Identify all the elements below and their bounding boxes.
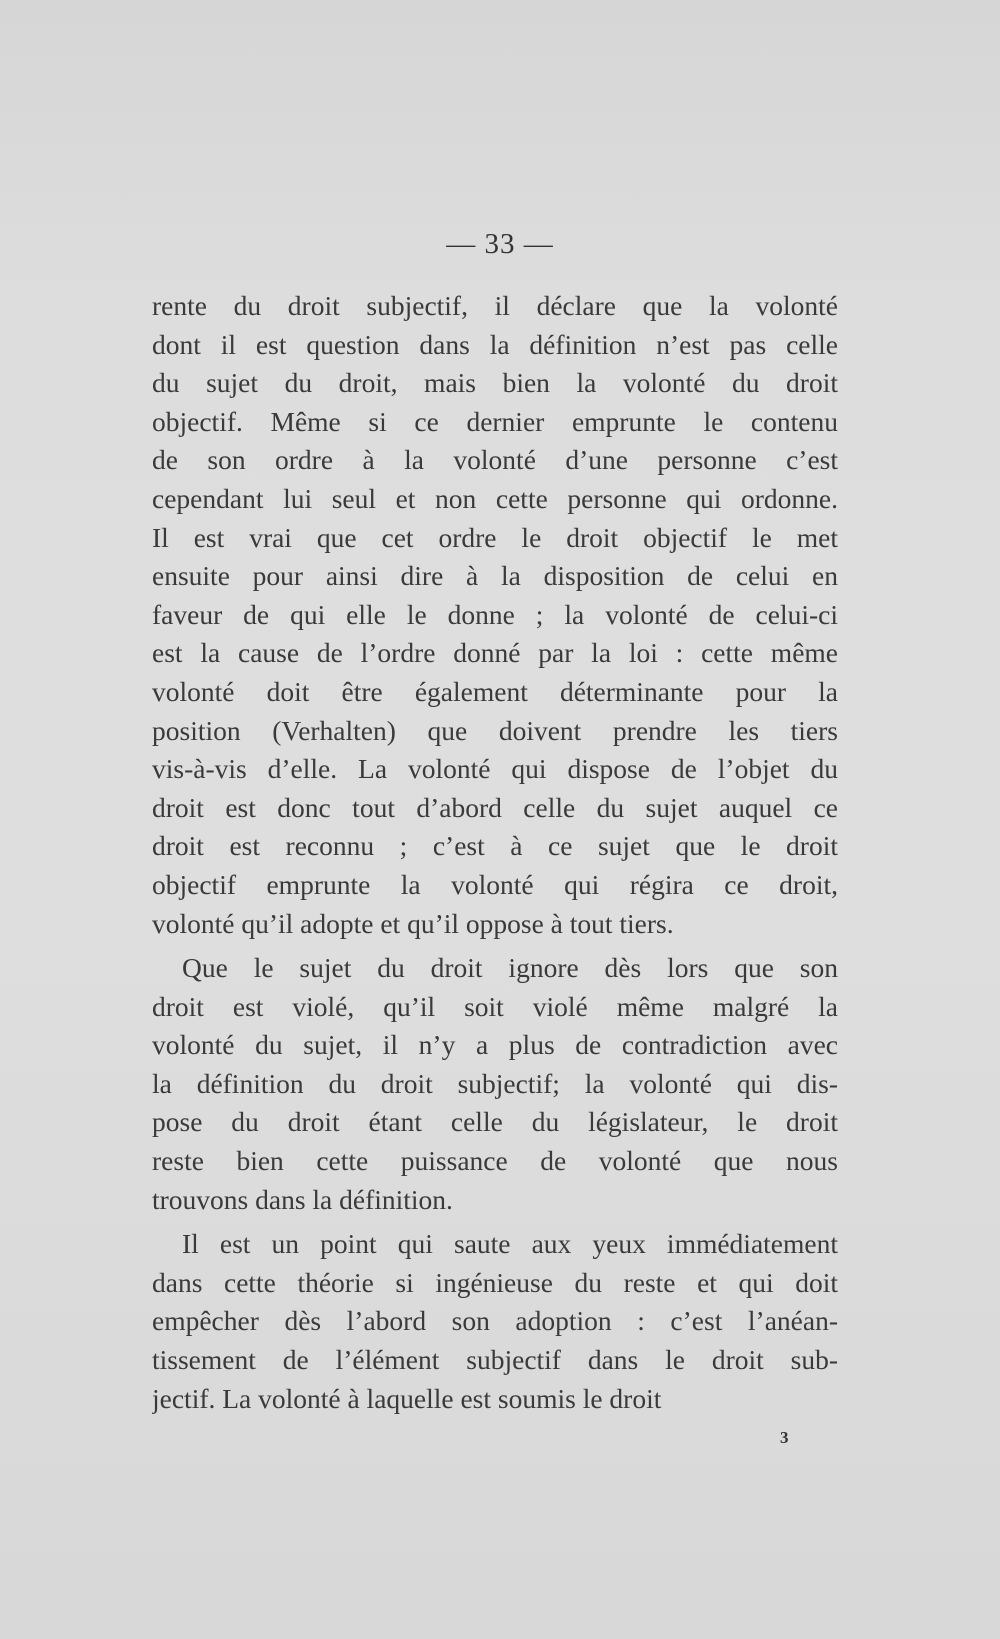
text-line: la définition du droit subjectif; la volonté qui dis-: [152, 1067, 838, 1099]
page-number: — 33 —: [446, 228, 554, 260]
text-line: droit est donc tout d’abord celle du sujet auquel ce: [152, 791, 838, 823]
paragraph: [152, 1225, 838, 1418]
text-line: Que le sujet du droit ignore dès lors que son: [182, 952, 838, 984]
text-line: de son ordre à la volonté d’une personne c’est: [152, 444, 838, 476]
text-line: objectif. Même si ce dernier emprunte le contenu: [152, 405, 838, 437]
body-text: [152, 287, 838, 1418]
text-line: dans cette théorie si ingénieuse du reste et qui doit: [152, 1266, 838, 1298]
signature-mark: 3: [780, 1428, 789, 1447]
text-line: pose du droit étant celle du législateur, le droit: [152, 1106, 838, 1138]
text-line: Il est un point qui saute aux yeux immédiatement: [182, 1228, 838, 1260]
text-line: reste bien cette puissance de volonté que nous: [152, 1145, 838, 1177]
text-line: empêcher dès l’abord son adoption : c’est l’anéan-: [152, 1305, 838, 1337]
text-line: faveur de qui elle le donne ; la volonté de celui-ci: [152, 598, 838, 630]
text-line: ensuite pour ainsi dire à la disposition de celui en: [152, 560, 838, 592]
text-line: objectif emprunte la volonté qui régira ce droit,: [152, 868, 838, 900]
text-line: volonté du sujet, il n’y a plus de contradiction avec: [152, 1029, 838, 1061]
text-line: vis-à-vis d’elle. La volonté qui dispose de l’objet du: [152, 753, 838, 785]
text-line: volonté qu’il adopte et qu’il oppose à tout tiers.: [152, 907, 674, 939]
paragraph: [152, 287, 838, 943]
text-line: jectif. La volonté à laquelle est soumis le droit: [152, 1382, 662, 1414]
paragraph: [152, 949, 838, 1219]
text-line: volonté doit être également déterminante pour la: [152, 675, 838, 707]
text-line: rente du droit subjectif, il déclare que la volonté: [152, 290, 838, 321]
text-line: du sujet du droit, mais bien la volonté du droit: [152, 367, 838, 399]
text-line: Il est vrai que cet ordre le droit objectif le met: [152, 521, 838, 553]
text-line: trouvons dans la définition.: [152, 1183, 453, 1215]
text-line: cependant lui seul et non cette personne qui ordonne.: [152, 482, 838, 514]
text-line: position (Verhalten) que doivent prendre les tiers: [152, 714, 838, 746]
text-line: dont il est question dans la définition n’est pas celle: [152, 328, 838, 360]
text-line: droit est reconnu ; c’est à ce sujet que le droit: [152, 830, 838, 862]
text-line: tissement de l’élément subjectif dans le droit sub-: [152, 1344, 838, 1376]
text-line: est la cause de l’ordre donné par la loi : cette même: [152, 637, 838, 669]
text-line: droit est violé, qu’il soit violé même malgré la: [152, 990, 838, 1022]
